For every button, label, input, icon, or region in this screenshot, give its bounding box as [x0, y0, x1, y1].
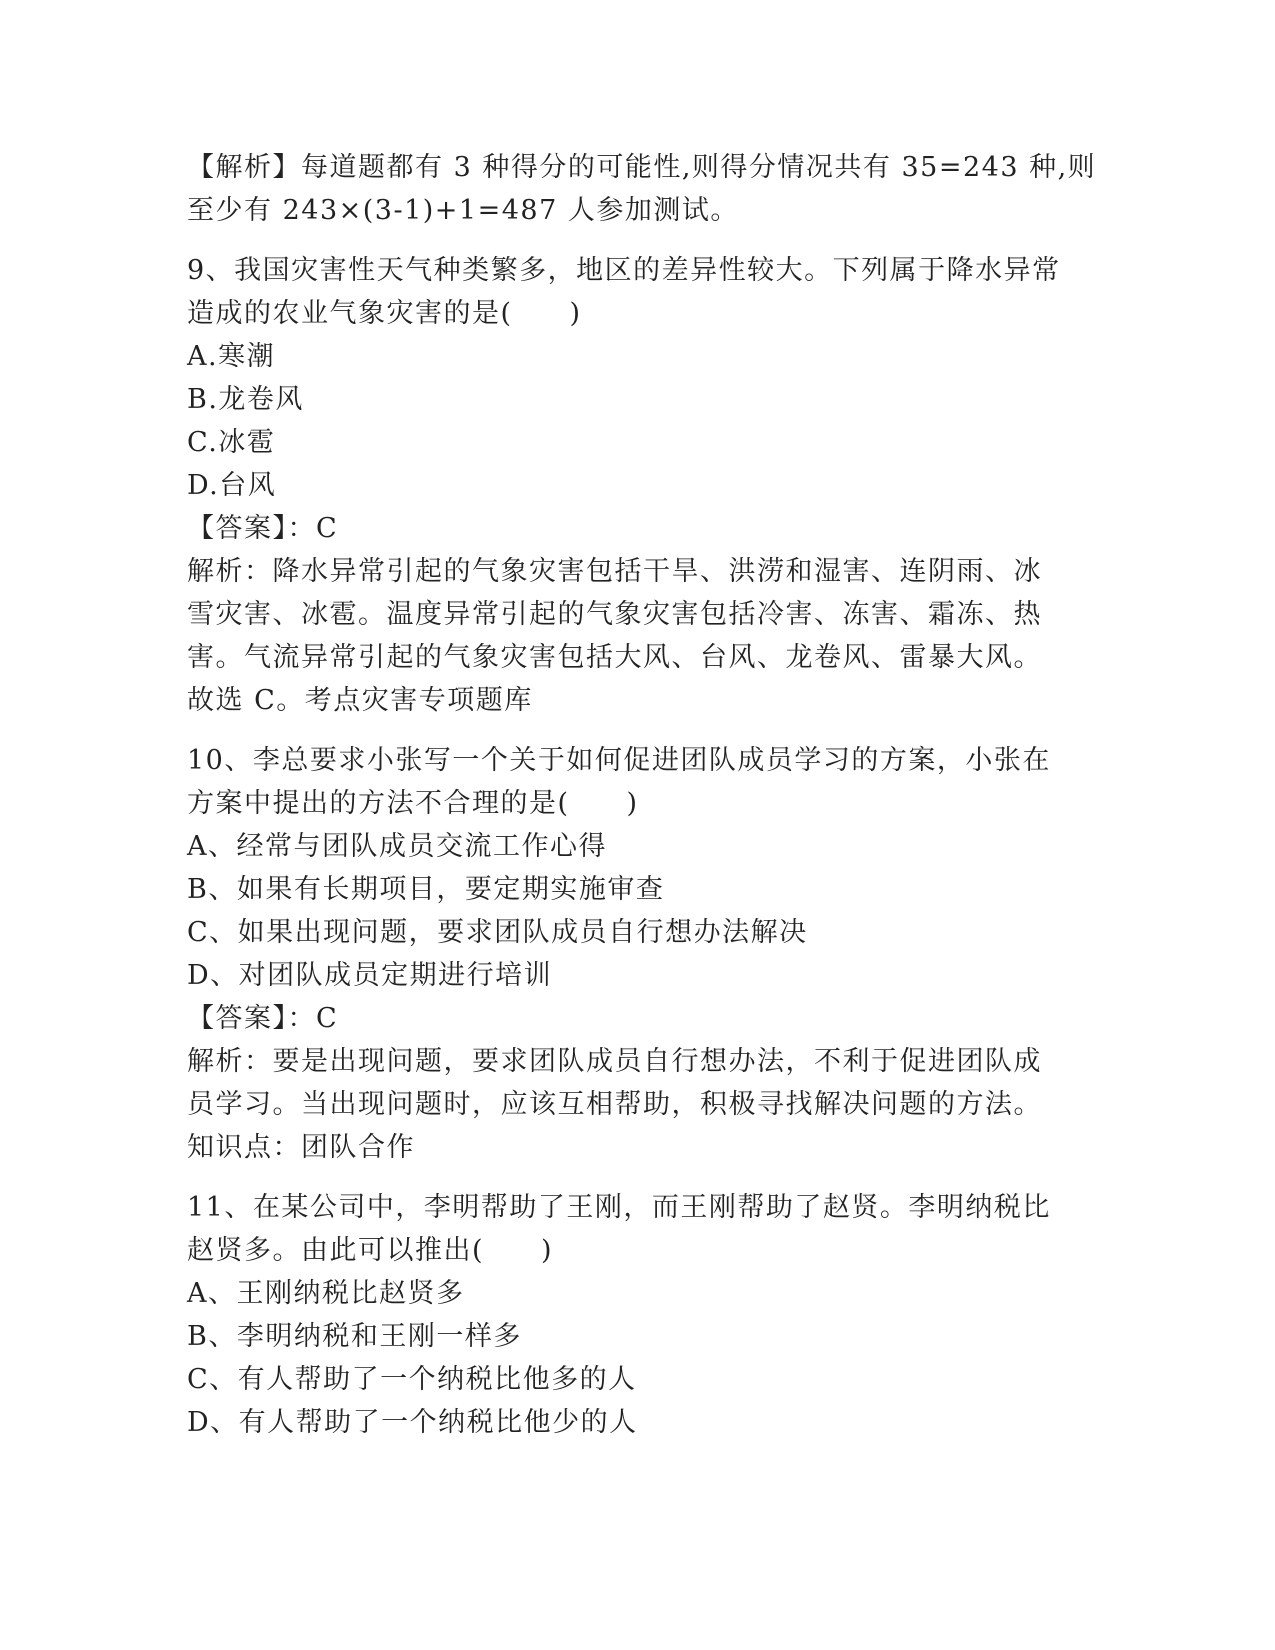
option-c: C、如果出现问题，要求团队成员自行想办法解决 — [187, 917, 808, 948]
explanation-line: 故选 C。考点灾害专项题库 — [187, 685, 533, 716]
explanation-line: 解析：要是出现问题，要求团队成员自行想办法，不利于促进团队成 — [187, 1046, 1042, 1077]
question-9 — [187, 249, 1067, 722]
option-a: A、王刚纳税比赵贤多 — [187, 1278, 465, 1309]
explanation-line: 至少有 243×(3-1)+1=487 人参加测试。 — [187, 195, 739, 226]
answer-label: 【答案】：C — [187, 513, 339, 544]
explanation-line: 雪灾害、冰雹。温度异常引起的气象灾害包括冷害、冻害、霜冻、热 — [187, 599, 1042, 630]
option-c: C.冰雹 — [187, 427, 276, 458]
option-a: A、经常与团队成员交流工作心得 — [187, 831, 607, 862]
option-b: B、李明纳税和王刚一样多 — [187, 1321, 522, 1352]
option-c: C、有人帮助了一个纳税比他多的人 — [187, 1364, 637, 1395]
option-d: D、对团队成员定期进行培训 — [187, 960, 553, 991]
question-10 — [187, 739, 1067, 1169]
prev-explanation — [187, 146, 1097, 232]
question-stem: 造成的农业气象灾害的是( ) — [187, 298, 582, 329]
document-content — [187, 146, 1097, 1444]
option-b: B、如果有长期项目，要定期实施审查 — [187, 874, 665, 905]
question-stem: 11、在某公司中，李明帮助了王刚，而王刚帮助了赵贤。李明纳税比 — [187, 1192, 1051, 1223]
option-d: D.台风 — [187, 470, 277, 501]
option-d: D、有人帮助了一个纳税比他少的人 — [187, 1407, 638, 1438]
question-stem: 方案中提出的方法不合理的是( ) — [187, 788, 639, 819]
explanation-line: 害。气流异常引起的气象灾害包括大风、台风、龙卷风、雷暴大风。 — [187, 642, 1042, 673]
explanation-line: 员学习。当出现问题时，应该互相帮助，积极寻找解决问题的方法。 — [187, 1089, 1042, 1120]
explanation-line: 【解析】每道题都有 3 种得分的可能性,则得分情况共有 35=243 种,则 — [187, 152, 1097, 183]
option-a: A.寒潮 — [187, 341, 276, 372]
question-stem: 10、李总要求小张写一个关于如何促进团队成员学习的方案，小张在 — [187, 745, 1051, 776]
option-b: B.龙卷风 — [187, 384, 304, 415]
question-stem: 9、我国灾害性天气种类繁多，地区的差异性较大。下列属于降水异常 — [187, 255, 1061, 286]
answer-label: 【答案】：C — [187, 1003, 339, 1034]
explanation-line: 知识点：团队合作 — [187, 1132, 415, 1163]
question-stem: 赵贤多。由此可以推出( ) — [187, 1235, 554, 1266]
question-11 — [187, 1186, 1067, 1444]
explanation-line: 解析：降水异常引起的气象灾害包括干旱、洪涝和湿害、连阴雨、冰 — [187, 556, 1042, 587]
